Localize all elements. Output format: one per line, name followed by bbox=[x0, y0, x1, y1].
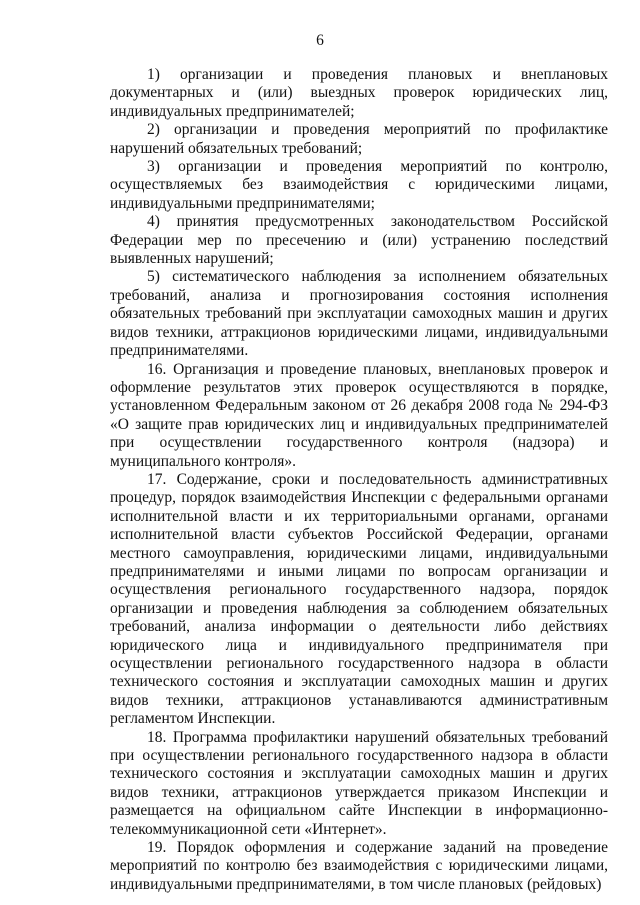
page-number: 6 bbox=[316, 32, 324, 49]
document-body bbox=[110, 66, 608, 894]
paragraph-16: 16. Организация и проведение плановых, внеплановых проверок и оформление результатов этих проверок осуществляются в порядке, установленном Федеральным законом от 26 декабря 2008 года № 294-ФЗ «О защите прав юридических лиц и индивидуальных предпринимателей при осуществлении государственного контроля (надзора) и муниципального контроля». bbox=[110, 360, 608, 470]
paragraph-item-4: 4) принятия предусмотренных законодательством Российской Федерации мер по пресечению и (или) устранению последствий выявленных нарушений; bbox=[110, 213, 608, 268]
paragraph-17: 17. Содержание, сроки и последовательность административных процедур, порядок взаимодействия Инспекции с федеральными органами исполнительной власти и их территориальными органами, органами исполнительной власти субъектов Российской Федерации, органами местного самоуправления, юридическими лицами, индивидуальными предпринимателями и иными лицами по вопросам организации и осуществления регионального государственного надзора, порядок организации и проведения наблюдения за соблюдением обязательных требований, анализа информации о деятельности либо действиях юридического лица и индивидуального предпринимателя при осуществлении регионального государственного надзора в области технического состояния и эксплуатации самоходных машин и других видов техники, аттракционов устанавливаются административным регламентом Инспекции. bbox=[110, 470, 608, 728]
paragraph-item-5: 5) систематического наблюдения за исполнением обязательных требований, анализа и прогнозирования состояния исполнения обязательных требований при эксплуатации самоходных машин и других видов техники, аттракционов юридическими лицами, индивидуальными предпринимателями. bbox=[110, 268, 608, 360]
paragraph-18: 18. Программа профилактики нарушений обязательных требований при осуществлении регионального государственного надзора в области технического состояния и эксплуатации самоходных машин и других видов техники, аттракционов утверждается приказом Инспекции и размещается на официальном сайте Инспекции в информационно-телекоммуникационной сети «Интернет». bbox=[110, 728, 608, 838]
paragraph-item-3: 3) организации и проведения мероприятий по контролю, осуществляемых без взаимодействия с юридическими лицами, индивидуальными предпринимателями; bbox=[110, 158, 608, 212]
paragraph-item-2: 2) организации и проведения мероприятий по профилактике нарушений обязательных требований; bbox=[110, 121, 608, 157]
paragraph-item-1: 1) организации и проведения плановых и внеплановых документарных и (или) выездных проверок юридических лиц, индивидуальных предпринимателей; bbox=[110, 66, 608, 120]
paragraph-19: 19. Порядок оформления и содержание заданий на проведение мероприятий по контролю без взаимодействия с юридическими лицами, индивидуальными предпринимателями, в том числе плановых (рейдовых) bbox=[110, 839, 608, 893]
